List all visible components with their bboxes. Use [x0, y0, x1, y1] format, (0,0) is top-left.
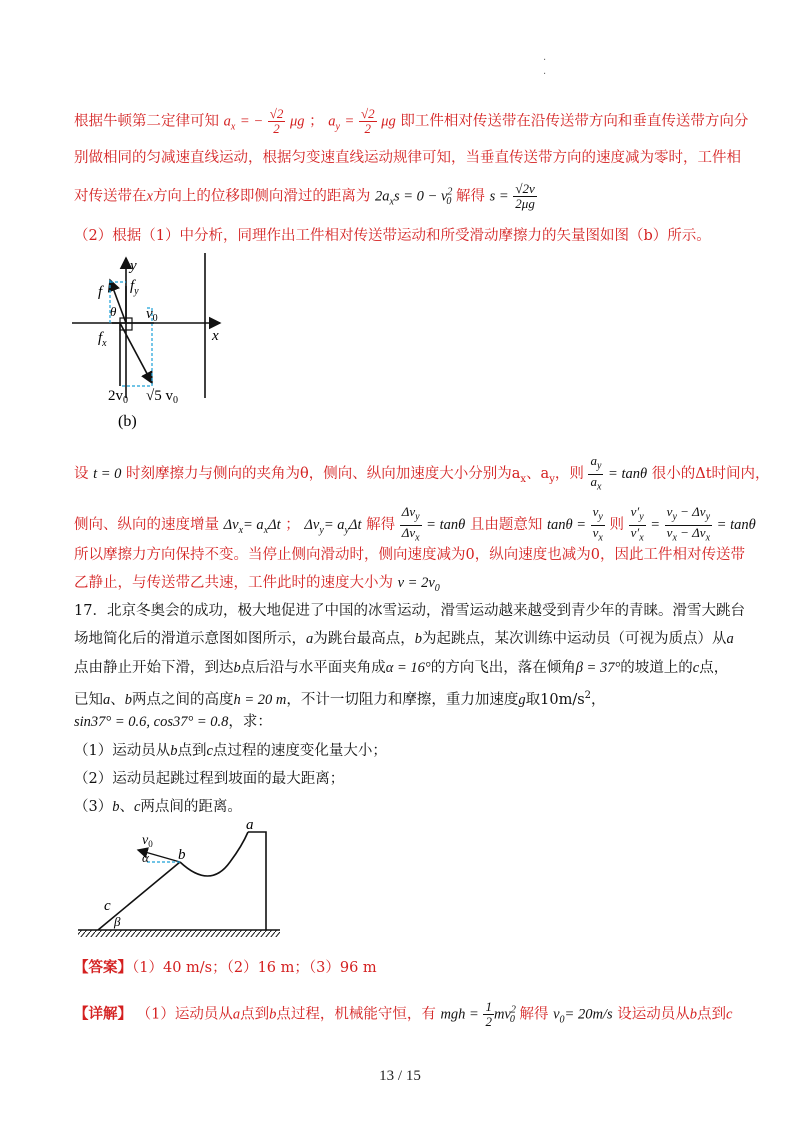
platform — [248, 832, 266, 930]
label-a: a — [246, 818, 254, 833]
solution-line — [74, 182, 537, 212]
text: 解得 — [366, 517, 396, 534]
ground-hatch — [78, 930, 280, 937]
sub: x — [520, 473, 527, 485]
text: 很小的Δt时间内， — [651, 466, 770, 483]
text: （1）运动员从 — [136, 1006, 233, 1023]
text: 根据牛顿第二定律可知 — [74, 113, 219, 130]
fraction: $\frac{\Delta v_y}{\Delta v_x}$ — [401, 504, 420, 544]
var: v = 2v — [397, 575, 435, 591]
sub: x — [389, 196, 394, 208]
question-3: （3）b、c两点间的距离。 — [74, 799, 242, 815]
text: 方向上的位移即侧向滑过的距离为 — [152, 188, 371, 205]
var: μg — [381, 113, 396, 130]
eq: = — [344, 113, 355, 130]
label-b: b — [178, 847, 186, 863]
fraction — [588, 454, 603, 494]
var: = tanθ — [716, 517, 756, 534]
fraction — [359, 107, 377, 136]
solution-line: （2）根据（1）中分析，同理作出工件相对传送带运动和所受滑动摩擦力的矢量图如图（b）所示。 — [74, 228, 711, 244]
solution-line — [74, 573, 440, 599]
text: 侧向、纵向的速度增量 — [74, 517, 219, 534]
text: 即工件相对传送带在沿传送带方向和垂直传送带方向分 — [400, 113, 749, 130]
detail-tag: 【详解】 — [74, 1005, 132, 1023]
label-c: c — [104, 898, 111, 914]
ski-jump-diagram — [70, 818, 290, 943]
fraction: $\frac{v_y}{v_x}$ — [592, 504, 603, 544]
label-sqrt5v0: √5 $v_0$ — [146, 388, 178, 406]
fraction: $\frac{v'_y}{v'_x}$ — [630, 504, 644, 544]
var: t = 0 — [93, 466, 122, 483]
detail-line: 【详解】 （1）运动员从a点到b点过程，机械能守恒，有 mgh = $\frac{1}{2}$ $mv^2_0$ 解得 $v_0= 20m/s$ 设运动员从b点到c — [74, 999, 733, 1029]
fraction: $\frac{v_y - \Delta v_y}{v_x - \Delta v_x}$ — [666, 504, 711, 544]
var: mgh = — [440, 1006, 479, 1023]
sub: 0 — [446, 196, 452, 208]
fraction: $\frac{1}{2}$ — [485, 999, 492, 1029]
var: = tanθ — [608, 466, 648, 483]
sub: x — [596, 481, 602, 493]
text: 解得 — [456, 188, 486, 205]
label-2v0: $2v_0$ — [108, 388, 128, 406]
var: s = 0 − v — [394, 188, 448, 205]
label-theta: θ — [110, 304, 117, 319]
sep: ； — [285, 517, 300, 534]
fraction — [268, 107, 286, 136]
eq: = − — [239, 113, 264, 130]
solution-line: 别做相同的匀减速直线运动，根据匀变速直线运动规律可知，当垂直传送带方向的速度减为零时，工件相 — [74, 150, 741, 166]
text: 则 — [609, 517, 624, 534]
solution-line — [74, 505, 756, 545]
problem-line: 点由静止开始下滑，到达b点后沿与水平面夹角成α = 16°的方向飞出，落在倾角β = 37°的坡道上的c点， — [74, 660, 729, 676]
den: a — [590, 473, 597, 489]
label-alpha: α — [142, 850, 149, 865]
label-fy: $f_y$ — [130, 278, 139, 297]
ramp-curve — [180, 832, 248, 876]
problem-line: sin37° = 0.6, cos37° = 0.8，求： — [74, 714, 272, 730]
var: μg — [289, 113, 305, 130]
question-2: （2）运动员起跳过程到坡面的最大距离； — [74, 771, 345, 787]
var: a — [223, 113, 231, 130]
text: 、a — [526, 466, 550, 483]
den: 2μg — [515, 196, 535, 211]
label-beta: β — [114, 914, 121, 929]
text: 时刻摩擦力与侧向的夹角为θ，侧向、纵向加速度大小分别为a — [126, 466, 521, 483]
label-fx: $f_x$ — [98, 330, 107, 349]
solution-line — [74, 107, 748, 137]
sep: ； — [309, 113, 324, 130]
label-v0: $v_0$ — [142, 833, 153, 849]
velocity-sqrt5v0 — [120, 323, 152, 383]
header-mark: . — [543, 66, 547, 77]
num: √2 — [360, 106, 375, 121]
sub: y — [596, 460, 602, 472]
text: 对传送带在 — [74, 188, 147, 205]
text: 且由题意知 — [469, 517, 543, 534]
num: √2v — [513, 182, 537, 197]
sub: y — [335, 121, 340, 133]
label-f: f — [98, 284, 103, 300]
slope-line — [98, 862, 180, 930]
num: √2 — [269, 106, 284, 121]
problem-line: 已知a、b两点之间的高度h = 20 m，不计一切阻力和摩擦，重力加速度g取$10m/s^2$， — [74, 690, 606, 708]
num: a — [590, 453, 597, 468]
var: 2a — [375, 188, 390, 205]
var: $\Delta v_y= a_y\Delta t$ — [304, 517, 362, 536]
var: a — [328, 113, 336, 130]
header-mark: . — [543, 52, 547, 63]
sub: x — [230, 121, 236, 133]
sub: 0 — [434, 582, 440, 594]
solution-line — [74, 454, 770, 494]
den: 2 — [273, 121, 280, 136]
var: = tanθ — [426, 517, 466, 534]
problem-line: 场地简化后的滑道示意图如图所示，a为跳台最高点，b为起跳点，某次训练中运动员（可视为质点）从a — [74, 631, 734, 647]
var: $\Delta v_x= a_x\Delta t$ — [223, 517, 281, 536]
answer-line — [74, 958, 377, 978]
den: 2 — [364, 121, 372, 136]
var: tanθ = — [546, 517, 587, 534]
solution-line: 所以摩擦力方向保持不变。当停止侧向滑动时，侧向速度减为0，纵向速度也减为0，因此工件相对传送带 — [74, 547, 745, 563]
problem-line: 17．北京冬奥会的成功，极大地促进了中国的冰雪运动，滑雪运动越来越受到青少年的青睐。滑雪大跳台 — [74, 603, 745, 619]
text: 乙静止，与传送带乙共速，工件此时的速度大小为 — [74, 575, 393, 591]
fraction — [513, 182, 537, 211]
answer-tag: 【答案】 — [74, 959, 132, 976]
page-number: 13 / 15 — [379, 1068, 421, 1084]
var: x — [146, 188, 153, 205]
figure-caption: (b) — [118, 413, 137, 430]
var: = — [650, 517, 661, 534]
label-v0: $v_0$ — [146, 306, 158, 324]
label-y: y — [130, 258, 137, 274]
sup: 2 — [447, 186, 453, 198]
var: s = — [489, 188, 509, 205]
text: 设 — [74, 466, 89, 483]
question-1: （1）运动员从b点到c点过程的速度变化量大小； — [74, 743, 387, 759]
sub: y — [549, 473, 555, 485]
label-x: x — [212, 328, 219, 344]
answer-text: （1）40 m/s；（2）16 m；（3）96 m — [132, 960, 377, 976]
vector-diagram-b — [60, 248, 240, 438]
text: ，则 — [554, 466, 584, 483]
